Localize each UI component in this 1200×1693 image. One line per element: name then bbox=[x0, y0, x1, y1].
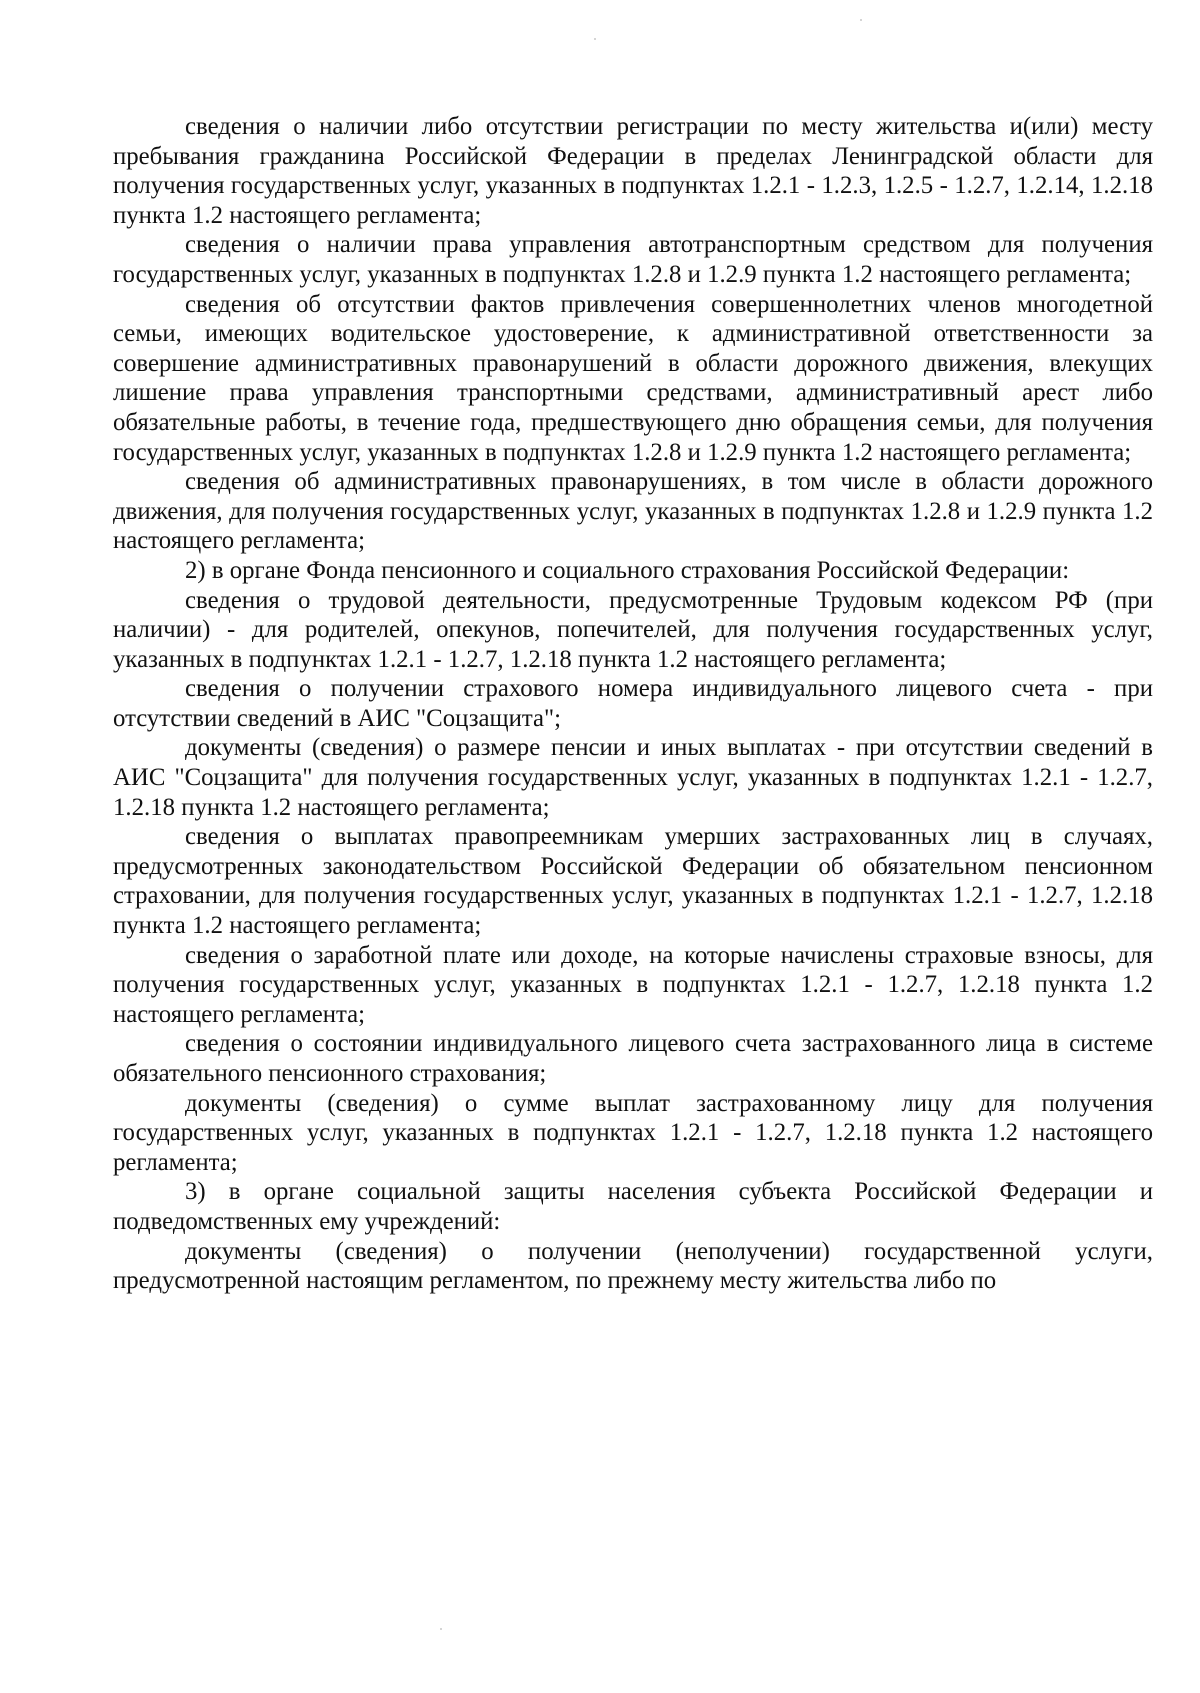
scan-speck bbox=[594, 38, 596, 40]
document-page bbox=[113, 112, 1153, 1296]
paragraph-social-protection-heading: 3) в органе социальной защиты населения субъекта Российской Федерации и подведомственных ему учреждений: bbox=[113, 1178, 1153, 1235]
paragraph-driving-right: сведения о наличии права управления автотранспортным средством для получения государственных услуг, указанных в подпунктах 1.2.8 и 1.2.9 пункта 1.2 настоящего регламента; bbox=[113, 231, 1153, 288]
paragraph-no-offences-family: сведения об отсутствии фактов привлечения совершеннолетних членов многодетной семьи, имеющих водительское удостоверение, к административной ответственности за совершение административных правонарушений в области дорожного движения, влекущих лишение права управления транспортными средствами, административный арест либо обязательные работы, в течение года, предшествующего дню обращения семьи, для получения государственных услуг, указанных в подпунктах 1.2.8 и 1.2.9 пункта 1.2 настоящего регламента; bbox=[113, 290, 1153, 466]
paragraph-residence-registration: сведения о наличии либо отсутствии регистрации по месту жительства и(или) месту пребывания гражданина Российской Федерации в пределах Ленинградской области для получения государственных услуг, указанных в подпунктах 1.2.1 - 1.2.3, 1.2.5 - 1.2.7, 1.2.14, 1.2.18 пункта 1.2 настоящего регламента; bbox=[113, 113, 1153, 229]
paragraph-successor-payments: сведения о выплатах правопреемникам умерших застрахованных лиц в случаях, предусмотренных законодательством Российской Федерации об обязательном пенсионном страховании, для получения государственных услуг, указанных в подпунктах 1.2.1 - 1.2.7, 1.2.18 пункта 1.2 настоящего регламента; bbox=[113, 823, 1153, 940]
paragraph-payments-sum: документы (сведения) о сумме выплат застрахованному лицу для получения государственных услуг, указанных в подпунктах 1.2.1 - 1.2.7, 1.2.18 пункта 1.2 настоящего регламента; bbox=[113, 1089, 1153, 1176]
scan-speck bbox=[860, 19, 862, 21]
paragraph-account-state: сведения о состоянии индивидуального лицевого счета застрахованного лица в системе обязательного пенсионного страхования; bbox=[113, 1030, 1153, 1087]
paragraph-insurance-number: сведения о получении страхового номера индивидуального лицевого счета - при отсутствии сведений в АИС "Соцзащита"; bbox=[113, 675, 1153, 732]
scan-speck bbox=[440, 1628, 442, 1630]
paragraph-labour-activity: сведения о трудовой деятельности, предусмотренные Трудовым кодексом РФ (при наличии) - для родителей, опекунов, попечителей, для получения государственных услуг, указанных в подпунктах 1.2.1 - 1.2.7, 1.2.18 пункта 1.2 настоящего регламента; bbox=[113, 586, 1153, 673]
paragraph-pension-amount: документы (сведения) о размере пенсии и иных выплатах - при отсутствии сведений в АИС "Соцзащита" для получения государственных услуг, указанных в подпунктах 1.2.1 - 1.2.7, 1.2.18 пункта 1.2 настоящего регламента; bbox=[113, 734, 1153, 821]
paragraph-pension-fund-heading: 2) в органе Фонда пенсионного и социального страхования Российской Федерации: bbox=[185, 556, 1070, 584]
paragraph-service-receipt: документы (сведения) о получении (неполучении) государственной услуги, предусмотренной настоящим регламентом, по прежнему месту жительства либо по bbox=[113, 1237, 1153, 1295]
paragraph-administrative-offences: сведения об административных правонарушениях, в том числе в области дорожного движения, для получения государственных услуг, указанных в подпунктах 1.2.8 и 1.2.9 пункта 1.2 настоящего регламента; bbox=[113, 468, 1153, 555]
paragraph-wages-income: сведения о заработной плате или доходе, на которые начислены страховые взносы, для получения государственных услуг, указанных в подпунктах 1.2.1 - 1.2.7, 1.2.18 пункта 1.2 настоящего регламента; bbox=[113, 941, 1153, 1028]
